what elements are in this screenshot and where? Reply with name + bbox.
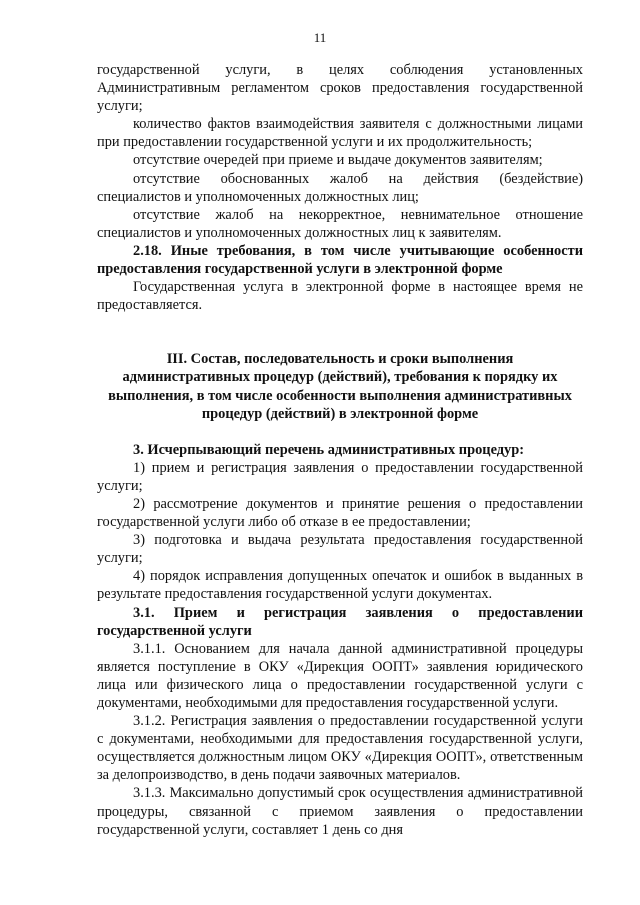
page-number: 11 [313, 30, 327, 45]
subsection-heading-3-1: 3.1. Прием и регистрация заявления о предоставлении государственной услуги [97, 604, 583, 639]
document-body [97, 61, 583, 839]
paragraph-3-1-2: 3.1.2. Регистрация заявления о предоставлении государственной услуги с документами, необходимыми для предоставления государственной услуги, осуществляется должностным лицом ОКУ «Дирекция ООПТ», ответственным за делопроизводство, в день подачи заявочных материалов. [97, 713, 583, 784]
paragraph-5: отсутствие жалоб на некорректное, невнимательное отношение специалистов и уполномоченных должностных лиц к заявителям. [97, 206, 583, 241]
list-item-2: 2) рассмотрение документов и принятие решения о предоставлении государственной услуги либо об отказе в ее предоставлении; [97, 495, 583, 531]
paragraph-4: отсутствие обоснованных жалоб на действия (бездействие) специалистов и уполномоченных должностных лиц; [97, 170, 583, 205]
subsection-heading-2-18: 2.18. Иные требования, в том числе учитывающие особенности предоставления государственной услуги в электронной форме [97, 242, 583, 278]
section-heading-iii: III. Состав, последовательность и сроки выполнения административных процедур (действий), требования к порядку их выполнения, в том числе особенности выполнения административных процедур (действий) в электронной форме [108, 351, 572, 422]
paragraph-2: количество фактов взаимодействия заявителя с должностными лицами при предоставлении государственной услуги и их продолжительность; [97, 116, 583, 151]
paragraph-1: государственной услуги, в целях соблюдения установленных Административным регламентом сроков предоставления государственной услуги; [97, 62, 583, 115]
subsection-heading-3: 3. Исчерпывающий перечень административных процедур: [133, 441, 525, 458]
list-item-3: 3) подготовка и выдача результата предоставления государственной услуги; [97, 532, 583, 567]
list-item-1: 1) прием и регистрация заявления о предоставлении государственной услуги; [97, 459, 583, 494]
paragraph-3-1-1: 3.1.1. Основанием для начала данной административной процедуры является поступление в ОКУ «Дирекция ООПТ» заявления юридического лица или физического лица о предоставлении государственной услуги с документами, необходимыми для предоставления государственной услуги. [97, 640, 583, 711]
paragraph-3-1-3: 3.1.3. Максимально допустимый срок осуществления административной процедуры, связанной с приемом заявления о предоставлении государственной услуги, составляет 1 день со дня [97, 785, 583, 838]
list-item-4: 4) порядок исправления допущенных опечаток и ошибок в выданных в результате предоставления государственной услуги документах. [97, 568, 583, 603]
paragraph-7: Государственная услуга в электронной форме в настоящее время не предоставляется. [97, 279, 583, 314]
paragraph-3: отсутствие очередей при приеме и выдаче документов заявителям; [133, 152, 543, 169]
